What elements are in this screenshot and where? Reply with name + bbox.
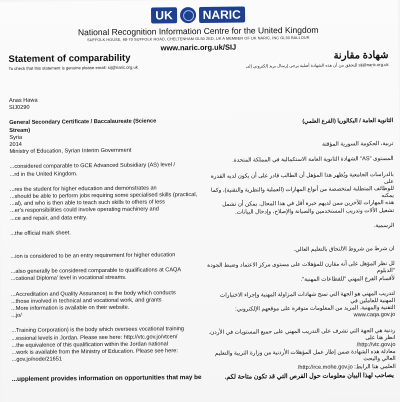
organisation-url[interactable]: www.naric.org.uk/SIJ	[160, 42, 237, 53]
description-line-5: ...ce and repair, and data entry.	[10, 214, 88, 222]
vtc-ar-line-4: العلمي هنا الرابط: http://rce.mohe.gov.jo/	[297, 363, 396, 371]
issuer-ar: تربية، الحكومة السورية المؤقتة	[322, 141, 394, 148]
supplement-note-ar: يصاحب لهذا البيان معلومات حول الفرص التي قد تكون متاحة لكم.	[224, 371, 394, 381]
vtc-line-5[interactable]: ...gov.jo/node/21651	[11, 356, 62, 364]
description-ar-line-1: بالدراسات الجامعية ويُظهر هذا المؤهل أن الطالب قادر على أن يكون لديه القدرة على	[210, 171, 394, 185]
globe-icon	[180, 7, 196, 23]
organisation-address: SUFFOLK HOUSE, 68-70 SUFFOLK ROAD, CHELTENHAM GL50 2ED, UK A MEMBER OF UK NARIC, INC GL50 BALLOUR	[87, 35, 310, 43]
caqa-ar-line-1: لل نظر المؤهل على أنه مقارن للمؤهلات على مستوى مركز الاعتماد وضبط الجودة "الدبلوم	[207, 261, 395, 275]
accreditation-ar-line-2: التقنية والمهنية. المزيد من المعلومات متوفرة على موقعهم الإلكتروني:	[235, 305, 396, 313]
accreditation-link[interactable]: ...jo/	[11, 313, 22, 320]
vtc-line-1: ...Training Corporation) is the body which oversees vocational training	[11, 326, 185, 335]
qualification-name-ar: الثانوية العامة / البكالوريا (الفرع العلمي)	[302, 117, 394, 125]
statement-title-ar: شهادة مقارنة	[333, 50, 389, 62]
description-line-1: ...res the student for higher education and demonstrates an	[9, 185, 157, 193]
comparability-line-1: ...considered comparable to GCE Advanced Subsidiary (AS) level /	[9, 162, 176, 171]
supplement-note-en: ...upplement provides information on opportunities that may be	[11, 373, 202, 383]
year: 2014	[9, 141, 22, 149]
accreditation-line-2: ...those involved in technical and vocational work, and grants	[11, 297, 162, 305]
vtc-ar-line-3: معادلة هذه الشهادة ضمن إطار عمل المؤهلات الأردنية من وزارة التربية والتعليم العالي والبحث	[214, 349, 396, 363]
entry-requirement-ar: ان شرط من شروط الالتحاق بالتعليم العالي.	[293, 245, 395, 254]
holder-name: Anas Hawa	[8, 97, 38, 104]
accreditation-line-1: ...Accreditation and Quality Assurance) is the body which conducts	[10, 289, 176, 298]
description-ar-line-3: هذه المهارات للآخرين ممن لديهم خبرة أقل في هذا المجال. يمكن أن تشمل	[222, 200, 395, 209]
uk-naric-logo	[151, 7, 245, 24]
accreditation-ar-link[interactable]: www.caqa.gov.jo	[353, 312, 396, 319]
comparability-ar: المستوى "AS" الشهادة الثانوية العامة الاستكمالية في المملكة المتحدة.	[232, 156, 394, 165]
issuer: Ministry of Education, Syrian Interim Government	[9, 147, 132, 156]
description-line-2: ...should be able to perform jobs requiring some specialised skills (practical,	[9, 192, 198, 201]
caqa-ar-line-2: لأقسام الفرع المهني "للقطاعات المهنية".	[300, 275, 395, 283]
accreditation-ar-line-1: لتدريب المهني هو الجهة التي تمنح شهادات المزاولة المهنية وإجراء الاختبارات المهنية للعاملين في	[219, 290, 396, 305]
caqa-line-2: ...cational Diploma' level in vocational streams.	[10, 275, 127, 283]
description-ar-line-2: للوظائف المتطلبة لمتخصصة من أنواع المهارات (العملية والنظرية والتقنية)، وكما يمكنه	[210, 185, 395, 200]
description-line-3: ...al), and who is then able to teach such skills to others of less	[10, 199, 165, 208]
vtc-line-4: ...work is available from the Ministry of Education. Please see here:	[11, 348, 178, 357]
organisation-title: National Recognition Information Centre for the United Kingdom	[77, 24, 319, 38]
comparability-line-2: ...rd in the United Kingdom.	[9, 170, 78, 178]
entry-requirement-line: ...ion is considered to be an entry requirement for higher education	[10, 252, 176, 261]
reference-number: SIJ0290	[8, 104, 30, 112]
vtc-line-2[interactable]: ...essional levels in Jordan. Please see here: http://vtc.gov.jo/vtcen/	[11, 333, 178, 342]
description-line-4: ...er's responsibilities could involve operating machinery and	[10, 206, 159, 215]
caqa-line-1: ...also generally be considered comparable to qualifications at CAQA	[10, 267, 182, 276]
logo-uk-text: UK	[151, 7, 177, 23]
qualification-name-line-1: General Secondary Certificate / Baccalaureate (Science	[9, 118, 157, 127]
vtc-ar-link[interactable]: http://vtc.gov.jo/	[356, 342, 396, 349]
statement-subtitle-en: To check that this statement is genuine please email: sij@naric.org.uk	[8, 64, 138, 71]
letterhead	[0, 4, 398, 54]
description-ar-line-4: تشغيل الآلات وتدريب المستخدمين والصيانة والإصلاح، وإدخال البيانات.	[235, 207, 395, 216]
country: Syria	[9, 134, 23, 141]
mark-sheet-ar: الرسمية.	[373, 222, 395, 230]
english-column	[9, 96, 208, 365]
accreditation-line-3: ...More information is available on their website.	[11, 304, 130, 313]
vtc-line-3: ...the equivalence of this qualification within the Jordan national	[11, 341, 168, 349]
arabic-column	[201, 94, 396, 373]
mark-sheet-line: ...the official mark sheet.	[10, 230, 71, 237]
vtc-ar-line-1: ردنية هي الجهة التي تشرف على التدريب المهني على جميع المستويات في الأردن. انظر هنا على	[208, 327, 396, 342]
statement-title-en: Statement of comparability	[8, 52, 131, 65]
logo-naric-text: NARIC	[199, 7, 245, 23]
qualification-name-line-2: Stream)	[9, 127, 31, 134]
statement-subtitle-ar: للتحقق من أن هذه الشهادة أصلية يرجى إرسال بريد إلكتروني إلى sij@naric.org.uk	[245, 62, 389, 69]
